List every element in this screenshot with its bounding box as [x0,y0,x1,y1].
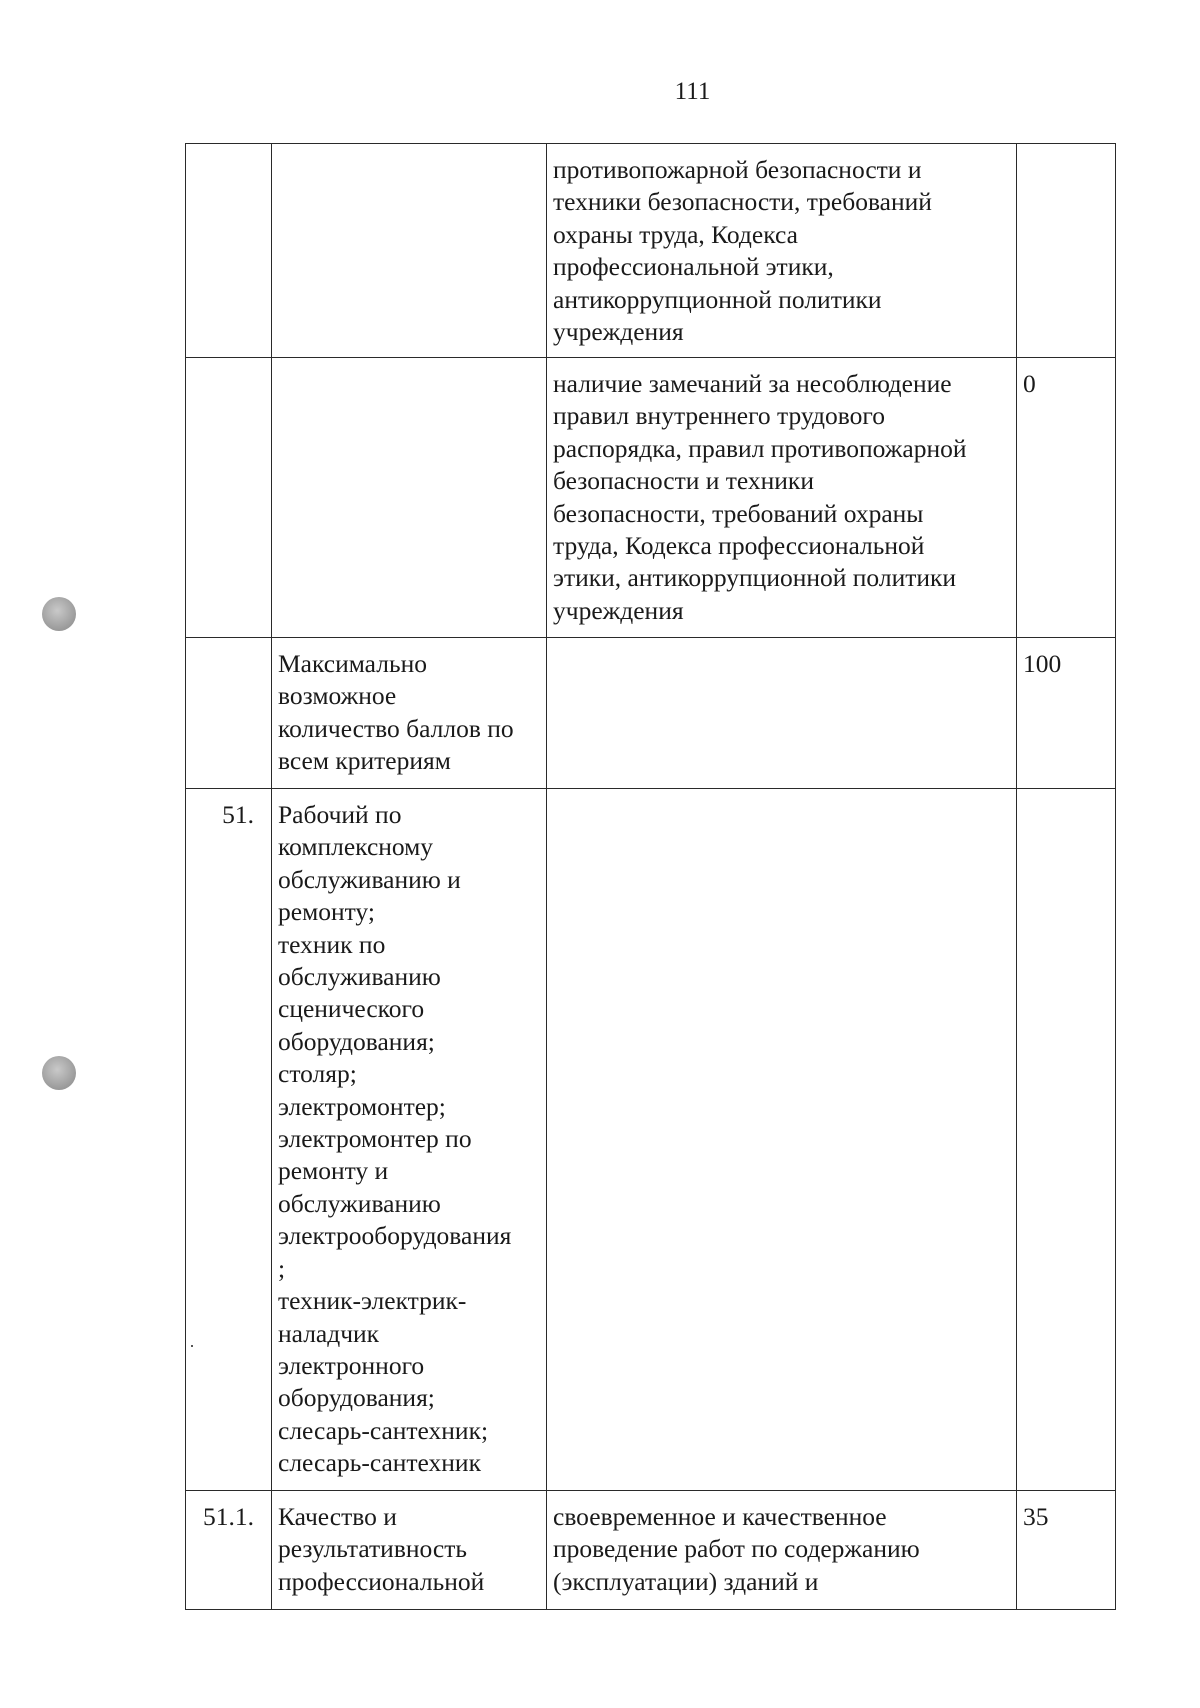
position-cell: Рабочий по комплексному обслуживанию и ремонту; техник по обслуживанию сценического оборудования; столяр; электромонтер; электромонтер по ремонту и обслуживанию электрооборудования ; техник-электрик- наладчик электронного оборудования; слесарь-сантехник; слесарь-сантехник [272,789,547,1491]
row-number-cell [186,638,272,789]
row-number-cell: 51.1. [186,1491,272,1610]
table-row [186,789,1116,1491]
points-cell: 35 [1017,1491,1116,1610]
row-number-cell [186,358,272,638]
punch-hole [42,1056,76,1090]
indicator-cell [547,638,1017,789]
table-row [186,144,1116,358]
table-row [186,1491,1116,1610]
indicator-cell: противопожарной безопасности и техники безопасности, требований охраны труда, Кодекса профессиональной этики, антикоррупционной политики учреждения [547,144,1017,358]
punch-hole [42,597,76,631]
position-cell [272,358,547,638]
indicator-cell: наличие замечаний за несоблюдение правил внутреннего трудового распорядка, правил противопожарной безопасности и техники безопасности, требований охраны труда, Кодекса профессиональной этики, антикоррупционной политики учреждения [547,358,1017,638]
indicator-cell: своевременное и качественное проведение работ по содержанию (эксплуатации) зданий и [547,1491,1017,1610]
position-cell [272,144,547,358]
position-cell: Максимально возможное количество баллов по всем критериям [272,638,547,789]
points-cell: 100 [1017,638,1116,789]
criteria-table [185,143,1116,1610]
points-cell [1017,789,1116,1491]
page-number: 111 [674,78,711,105]
row-number-cell: 51. [186,789,272,1491]
table-row [186,358,1116,638]
points-cell [1017,144,1116,358]
indicator-cell [547,789,1017,1491]
row-number-cell [186,144,272,358]
position-cell: Качество и результативность профессиональной [272,1491,547,1610]
points-cell: 0 [1017,358,1116,638]
table-row [186,638,1116,789]
